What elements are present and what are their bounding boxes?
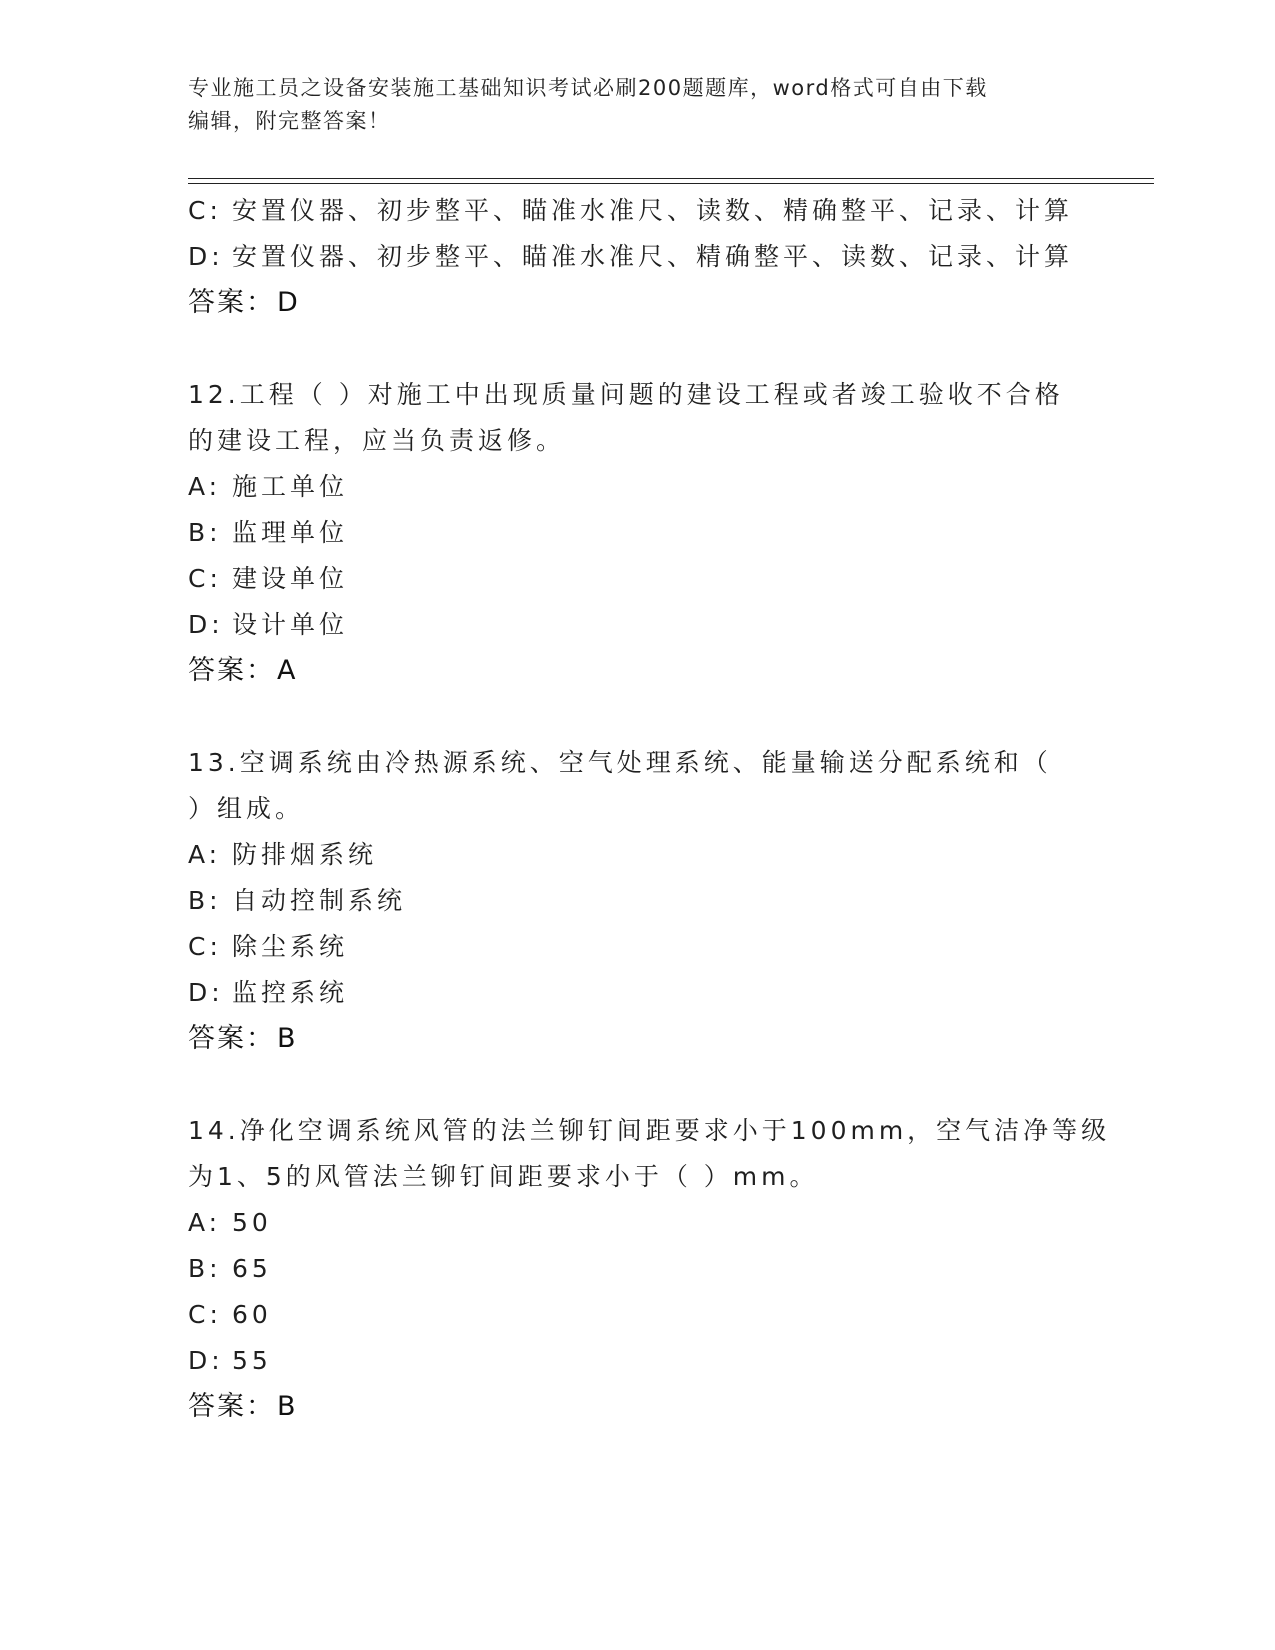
option-row [188, 510, 1088, 556]
option-text: 55 [232, 1346, 272, 1375]
option-row [188, 234, 1088, 280]
header-line-2: 编辑，附完整答案！ [188, 109, 391, 133]
option-letter: A: [188, 1208, 222, 1237]
document-header [188, 72, 1068, 138]
answer-value: B [277, 1023, 298, 1054]
option-letter: B: [188, 518, 222, 547]
option-text: 设计单位 [232, 610, 349, 639]
option-letter: D: [188, 242, 224, 271]
option-letter: B: [188, 886, 222, 915]
option-row [188, 188, 1088, 234]
answer-row [188, 1384, 1088, 1430]
header-line-1: 专业施工员之设备安装施工基础知识考试必刷200题题库，word格式可自由下载 [188, 76, 988, 100]
option-letter: C: [188, 932, 222, 961]
answer-row [188, 648, 1088, 694]
option-row [188, 924, 1088, 970]
previous-question-tail [188, 188, 1088, 326]
option-letter: A: [188, 472, 222, 501]
header-divider-bottom [188, 183, 1154, 184]
question-stem: ）组成。 [188, 794, 305, 823]
answer-value: B [277, 1391, 298, 1422]
option-letter: C: [188, 196, 222, 225]
question-12 [188, 372, 1088, 694]
option-letter: A: [188, 840, 222, 869]
option-row [188, 464, 1088, 510]
option-text: 安置仪器、初步整平、瞄准水准尺、精确整平、读数、记录、计算 [232, 242, 1074, 271]
question-stem: 为1、5的风管法兰铆钉间距要求小于（ ）mm。 [188, 1162, 819, 1191]
question-stem: 14.净化空调系统风管的法兰铆钉间距要求小于100mm，空气洁净等级 [188, 1116, 1111, 1145]
header-divider-top [188, 178, 1154, 179]
answer-row [188, 1016, 1088, 1062]
spacer [188, 326, 1088, 372]
answer-label: 答案： [188, 1391, 275, 1422]
option-row [188, 1338, 1088, 1384]
option-text: 安置仪器、初步整平、瞄准水准尺、读数、精确整平、记录、计算 [232, 196, 1074, 225]
option-text: 50 [232, 1208, 272, 1237]
option-text: 除尘系统 [232, 932, 349, 961]
option-text: 施工单位 [232, 472, 349, 501]
option-row [188, 602, 1088, 648]
option-text: 自动控制系统 [232, 886, 407, 915]
option-text: 监控系统 [232, 978, 349, 1007]
answer-label: 答案： [188, 287, 275, 318]
question-stem: 13.空调系统由冷热源系统、空气处理系统、能量输送分配系统和（ [188, 748, 1052, 777]
answer-value: A [277, 655, 298, 686]
question-14 [188, 1108, 1111, 1430]
answer-label: 答案： [188, 1023, 275, 1054]
option-text: 建设单位 [232, 564, 349, 593]
option-row [188, 832, 1088, 878]
question-13 [188, 740, 1088, 1062]
option-letter: C: [188, 1300, 222, 1329]
question-content [188, 188, 1111, 1430]
option-row [188, 1200, 1088, 1246]
answer-label: 答案： [188, 655, 275, 686]
option-text: 65 [232, 1254, 272, 1283]
option-text: 防排烟系统 [232, 840, 378, 869]
option-row [188, 1292, 1088, 1338]
option-letter: B: [188, 1254, 222, 1283]
answer-row [188, 280, 1088, 326]
question-stem: 12.工程（ ）对施工中出现质量问题的建设工程或者竣工验收不合格 [188, 380, 1064, 409]
option-text: 60 [232, 1300, 272, 1329]
option-letter: C: [188, 564, 222, 593]
question-stem: 的建设工程，应当负责返修。 [188, 426, 566, 455]
option-row [188, 970, 1088, 1016]
option-letter: D: [188, 610, 224, 639]
option-row [188, 556, 1088, 602]
spacer [188, 1062, 1088, 1108]
answer-value: D [277, 287, 300, 318]
option-row [188, 1246, 1088, 1292]
option-letter: D: [188, 1346, 224, 1375]
option-text: 监理单位 [232, 518, 349, 547]
spacer [188, 694, 1088, 740]
option-letter: D: [188, 978, 224, 1007]
option-row [188, 878, 1088, 924]
